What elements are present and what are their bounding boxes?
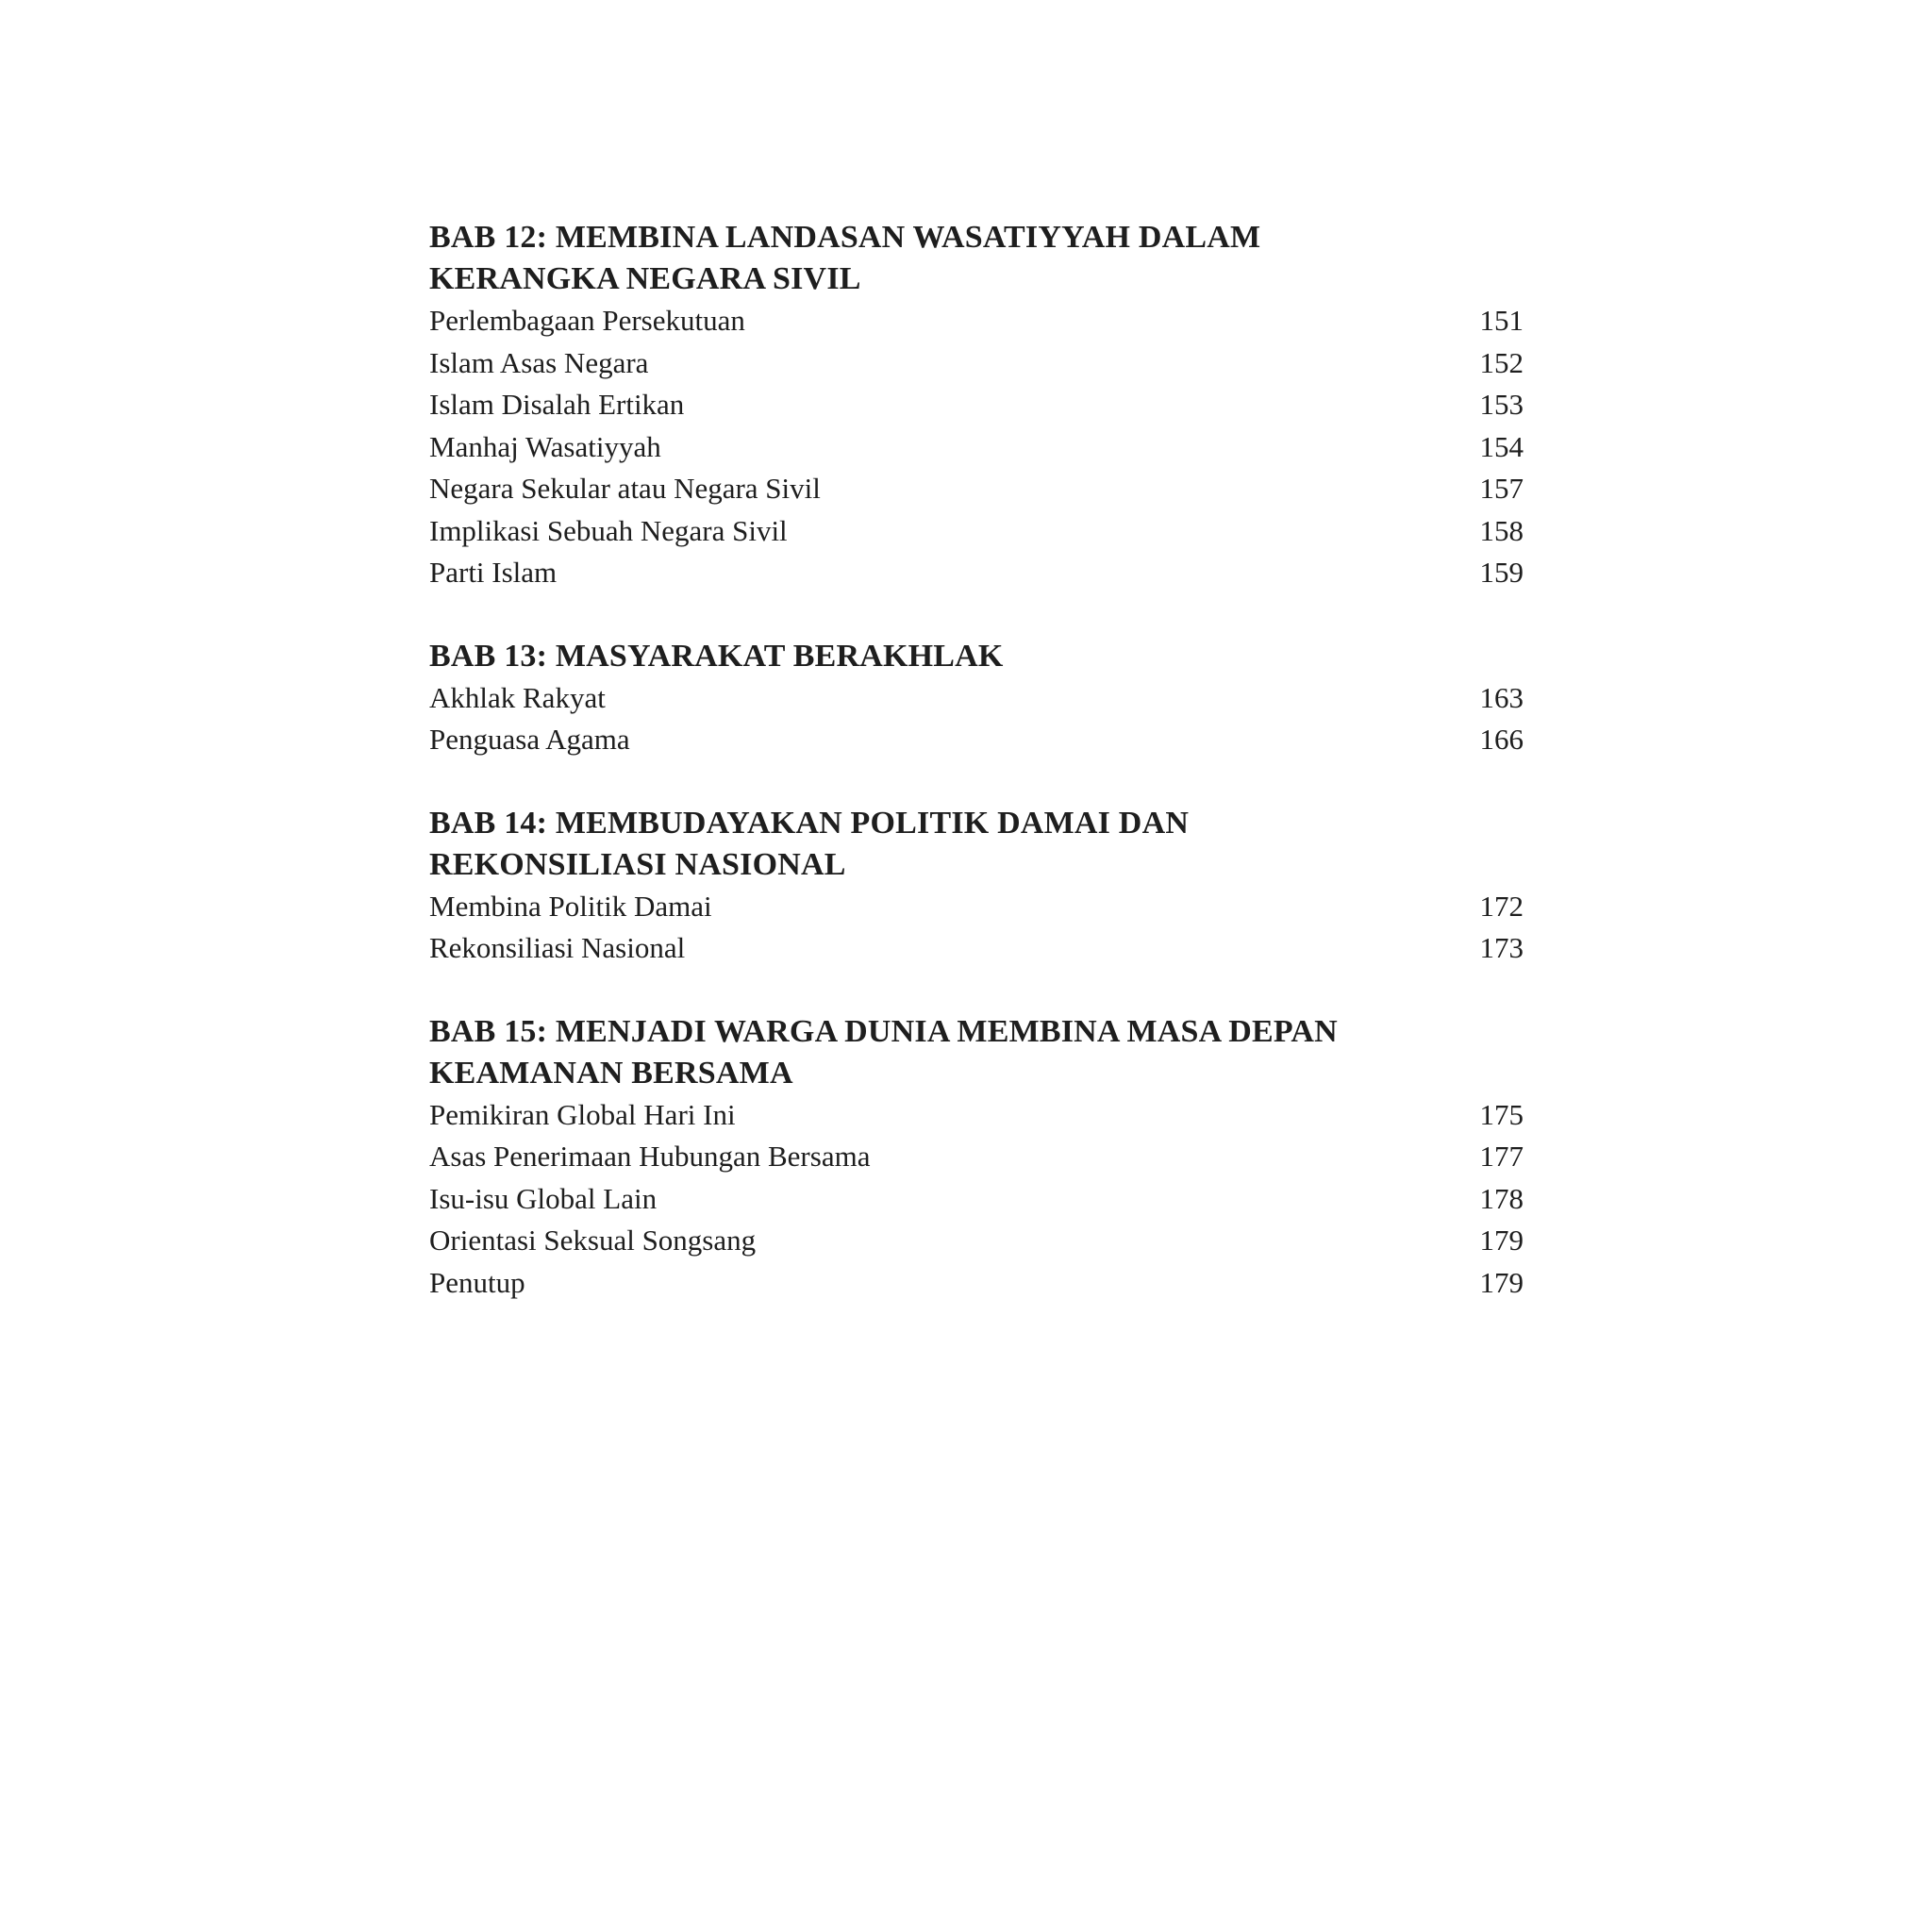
toc-entry-label: Implikasi Sebuah Negara Sivil <box>429 513 788 547</box>
toc-entry-page: 172 <box>1479 889 1524 923</box>
toc-entry-page: 152 <box>1479 345 1524 379</box>
toc-entry <box>429 552 1524 594</box>
toc-entry <box>429 886 1524 928</box>
toc-entry <box>429 1094 1524 1137</box>
chapter-title: BAB 13: MASYARAKAT BERAKHLAK <box>429 638 1004 674</box>
toc-entry-page: 166 <box>1479 723 1524 756</box>
toc-entry-label: Orientasi Seksual Songsang <box>429 1224 757 1257</box>
chapter-14 <box>429 803 1524 970</box>
toc-entry-page: 153 <box>1479 388 1524 421</box>
toc-entry-label: Isu-isu Global Lain <box>429 1181 658 1215</box>
toc-entry-label: Islam Asas Negara <box>429 345 649 379</box>
toc-entry-page: 175 <box>1479 1097 1524 1131</box>
toc-entry <box>429 1136 1524 1178</box>
toc-entry-label: Parti Islam <box>429 556 558 589</box>
toc-entry-page: 173 <box>1479 931 1524 964</box>
toc-entry-page: 179 <box>1479 1265 1524 1299</box>
toc-entry-page: 178 <box>1479 1181 1524 1215</box>
toc-entry-label: Pemikiran Global Hari Ini <box>429 1097 736 1131</box>
toc-entry <box>429 342 1524 385</box>
toc-entry-label: Negara Sekular atau Negara Sivil <box>429 472 821 505</box>
toc-entry-page: 163 <box>1479 680 1524 714</box>
toc-entry-label: Islam Disalah Ertikan <box>429 388 685 421</box>
chapter-12 <box>429 217 1524 594</box>
toc-entry-label: Membina Politik Damai <box>429 889 712 923</box>
toc-entry <box>429 1178 1524 1221</box>
table-of-contents <box>429 217 1524 1304</box>
toc-entry <box>429 426 1524 469</box>
chapter-13 <box>429 636 1524 761</box>
toc-entry <box>429 300 1524 342</box>
toc-entry <box>429 677 1524 720</box>
toc-entry <box>429 468 1524 510</box>
chapter-title: BAB 14: MEMBUDAYAKAN POLITIK DAMAI DAN REKONSILIASI NASIONAL <box>429 805 1190 882</box>
toc-entry-label: Manhaj Wasatiyyah <box>429 429 661 463</box>
toc-entry <box>429 384 1524 426</box>
toc-entry-page: 159 <box>1479 556 1524 589</box>
toc-entry-label: Penguasa Agama <box>429 723 630 756</box>
toc-entry-label: Perlembagaan Persekutuan <box>429 304 745 337</box>
toc-entry <box>429 1262 1524 1305</box>
toc-entry <box>429 927 1524 970</box>
chapter-title: BAB 12: MEMBINA LANDASAN WASATIYYAH DALAM KERANGKA NEGARA SIVIL <box>429 220 1261 296</box>
toc-entry-page: 157 <box>1479 472 1524 505</box>
toc-entry <box>429 1220 1524 1262</box>
toc-entry-page: 158 <box>1479 513 1524 547</box>
chapter-15 <box>429 1011 1524 1305</box>
toc-entry-page: 154 <box>1479 429 1524 463</box>
toc-entry-label: Penutup <box>429 1265 525 1299</box>
toc-entry-label: Asas Penerimaan Hubungan Bersama <box>429 1140 871 1173</box>
toc-entry <box>429 719 1524 761</box>
toc-entry-page: 151 <box>1479 304 1524 337</box>
toc-entry-label: Rekonsiliasi Nasional <box>429 931 686 964</box>
toc-entry-page: 179 <box>1479 1224 1524 1257</box>
toc-entry-label: Akhlak Rakyat <box>429 680 606 714</box>
chapter-title: BAB 15: MENJADI WARGA DUNIA MEMBINA MASA DEPAN KEAMANAN BERSAMA <box>429 1013 1338 1091</box>
toc-entry-page: 177 <box>1479 1140 1524 1173</box>
toc-entry <box>429 510 1524 553</box>
